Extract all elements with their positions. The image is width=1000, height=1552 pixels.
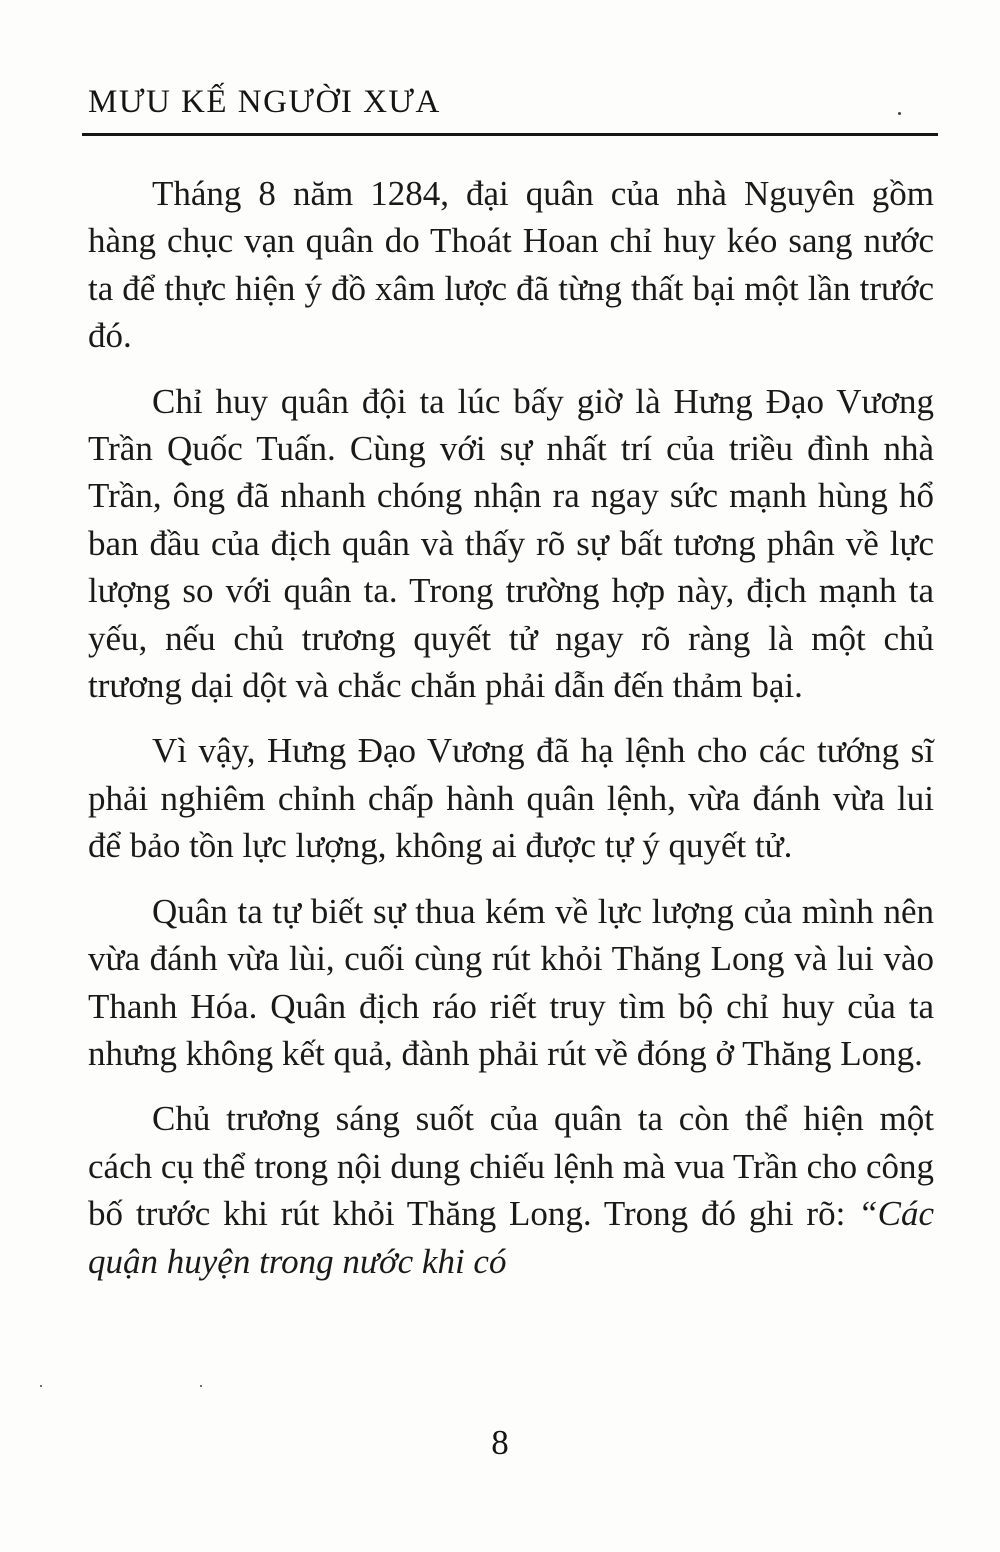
body-text [88, 170, 934, 1303]
paragraph: Tháng 8 năm 1284, đại quân của nhà Nguyên gồm hàng chục vạn quân do Thoát Hoan chỉ huy kéo sang nước ta để thực hiện ý đồ xâm lược đã từng thất bại một lần trước đó. [88, 174, 934, 356]
paragraph-text: Chủ trương sáng suốt của quân ta còn thể hiện một cách cụ thể trong nội dung chiếu lệnh mà vua Trần cho công bố trước khi rút khỏi Thăng Long. Trong đó ghi rõ: [88, 1099, 934, 1234]
print-speck [200, 1385, 202, 1387]
paragraph-last [88, 1095, 934, 1285]
paragraph: Chỉ huy quân đội ta lúc bấy giờ là Hưng Đạo Vương Trần Quốc Tuấn. Cùng với sự nhất trí của triều đình nhà Trần, ông đã nhanh chóng nhận ra ngay sức mạnh hùng hổ ban đầu của địch quân và thấy rõ sự bất tương phân về lực lượng so với quân ta. Trong trường hợp này, địch mạnh ta yếu, nếu chủ trương quyết tử ngay rõ ràng là một chủ trương dại dột và chắc chắn phải dẫn đến thảm bại. [88, 381, 934, 706]
running-header: MƯU KẾ NGƯỜI XƯA [88, 84, 441, 120]
page-number: 8 [491, 1423, 509, 1462]
paragraph: Vì vậy, Hưng Đạo Vương đã hạ lệnh cho các tướng sĩ phải nghiêm chỉnh chấp hành quân lệnh, vừa đánh vừa lui để bảo tồn lực lượng, không ai được tự ý quyết tử. [88, 731, 934, 866]
paragraph: Quân ta tự biết sự thua kém về lực lượng của mình nên vừa đánh vừa lùi, cuối cùng rút khỏi Thăng Long và lui vào Thanh Hóa. Quân địch ráo riết truy tìm bộ chỉ huy của ta nhưng không kết quả, đành phải rút về đóng ở Thăng Long. [88, 891, 934, 1073]
quotation: “Các quận huyện trong nước khi có [88, 1194, 934, 1281]
print-speck [40, 1385, 42, 1387]
header-divider [82, 133, 938, 136]
print-speck [898, 112, 901, 115]
